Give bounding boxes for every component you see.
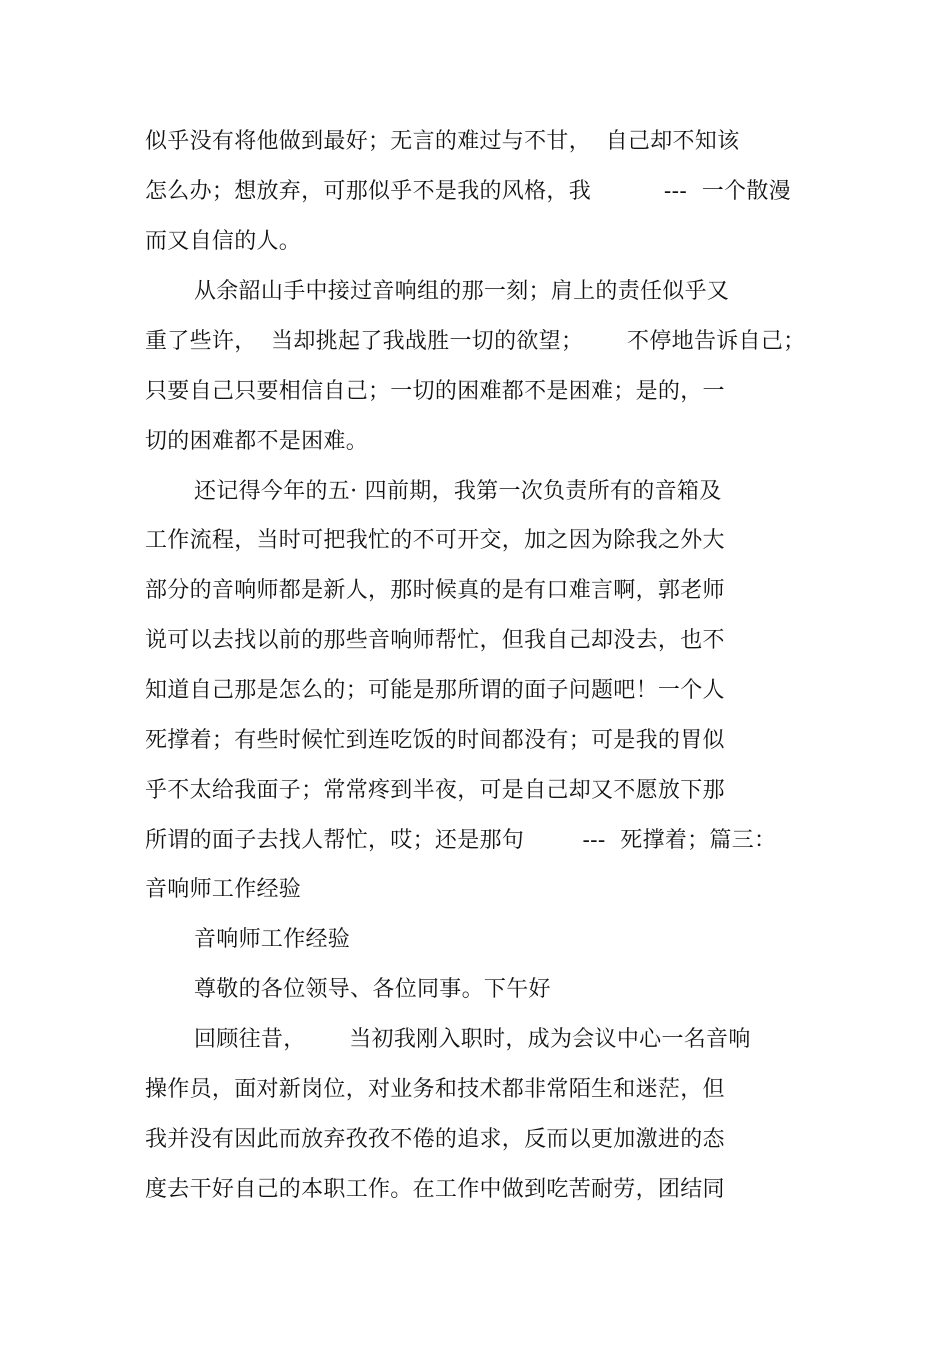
text-line: 似乎没有将他做到最好；无言的难过与不甘， 自己却不知该 — [145, 129, 740, 154]
text-line: 所谓的面子去找人帮忙，哎；还是那句 --- 死撑着；篇三： — [145, 828, 777, 853]
paragraph-start-line: 还记得今年的五· 四前期，我第一次负责所有的音箱及 — [194, 479, 722, 504]
text-line: 度去干好自己的本职工作。在工作中做到吃苦耐劳，团结同 — [145, 1177, 725, 1202]
salutation-line: 尊敬的各位领导、各位同事。下午好 — [194, 977, 551, 1002]
text-line: 知道自己那是怎么的；可能是那所谓的面子问题吧！一个人 — [145, 678, 725, 703]
text-line: 操作员，面对新岗位，对业务和技术都非常陌生和迷茫，但 — [145, 1077, 725, 1102]
text-line: 怎么办；想放弃，可那似乎不是我的风格，我 --- 一个散漫 — [145, 179, 791, 204]
text-line: 死撑着；有些时候忙到连吃饭的时间都没有；可是我的胃似 — [145, 728, 725, 753]
text-line: 重了些许， 当却挑起了我战胜一切的欲望； 不停地告诉自己； — [145, 329, 806, 354]
text-line: 我并没有因此而放弃孜孜不倦的追求，反而以更加激进的态 — [145, 1127, 725, 1152]
text-line: 说可以去找以前的那些音响师帮忙，但我自己却没去，也不 — [145, 628, 725, 653]
paragraph-start-line: 从余韶山手中接过音响组的那一刻；肩上的责任似乎又 — [194, 279, 730, 304]
text-line: 切的困难都不是困难。 — [145, 429, 369, 454]
text-line: 工作流程，当时可把我忙的不可开交，加之因为除我之外大 — [145, 528, 725, 553]
document-title: 音响师工作经验 — [194, 927, 351, 952]
paragraph-start-line: 回顾往昔， 当初我刚入职时，成为会议中心一名音响 — [194, 1027, 751, 1052]
text-line: 部分的音响师都是新人，那时候真的是有口难言啊，郭老师 — [145, 578, 725, 603]
text-line: 只要自己只要相信自己；一切的困难都不是困难；是的，一 — [145, 379, 725, 404]
text-line: 乎不太给我面子；常常疼到半夜，可是自己却又不愿放下那 — [145, 778, 725, 803]
section-heading-line: 音响师工作经验 — [145, 877, 302, 902]
text-line: 而又自信的人。 — [145, 229, 302, 254]
